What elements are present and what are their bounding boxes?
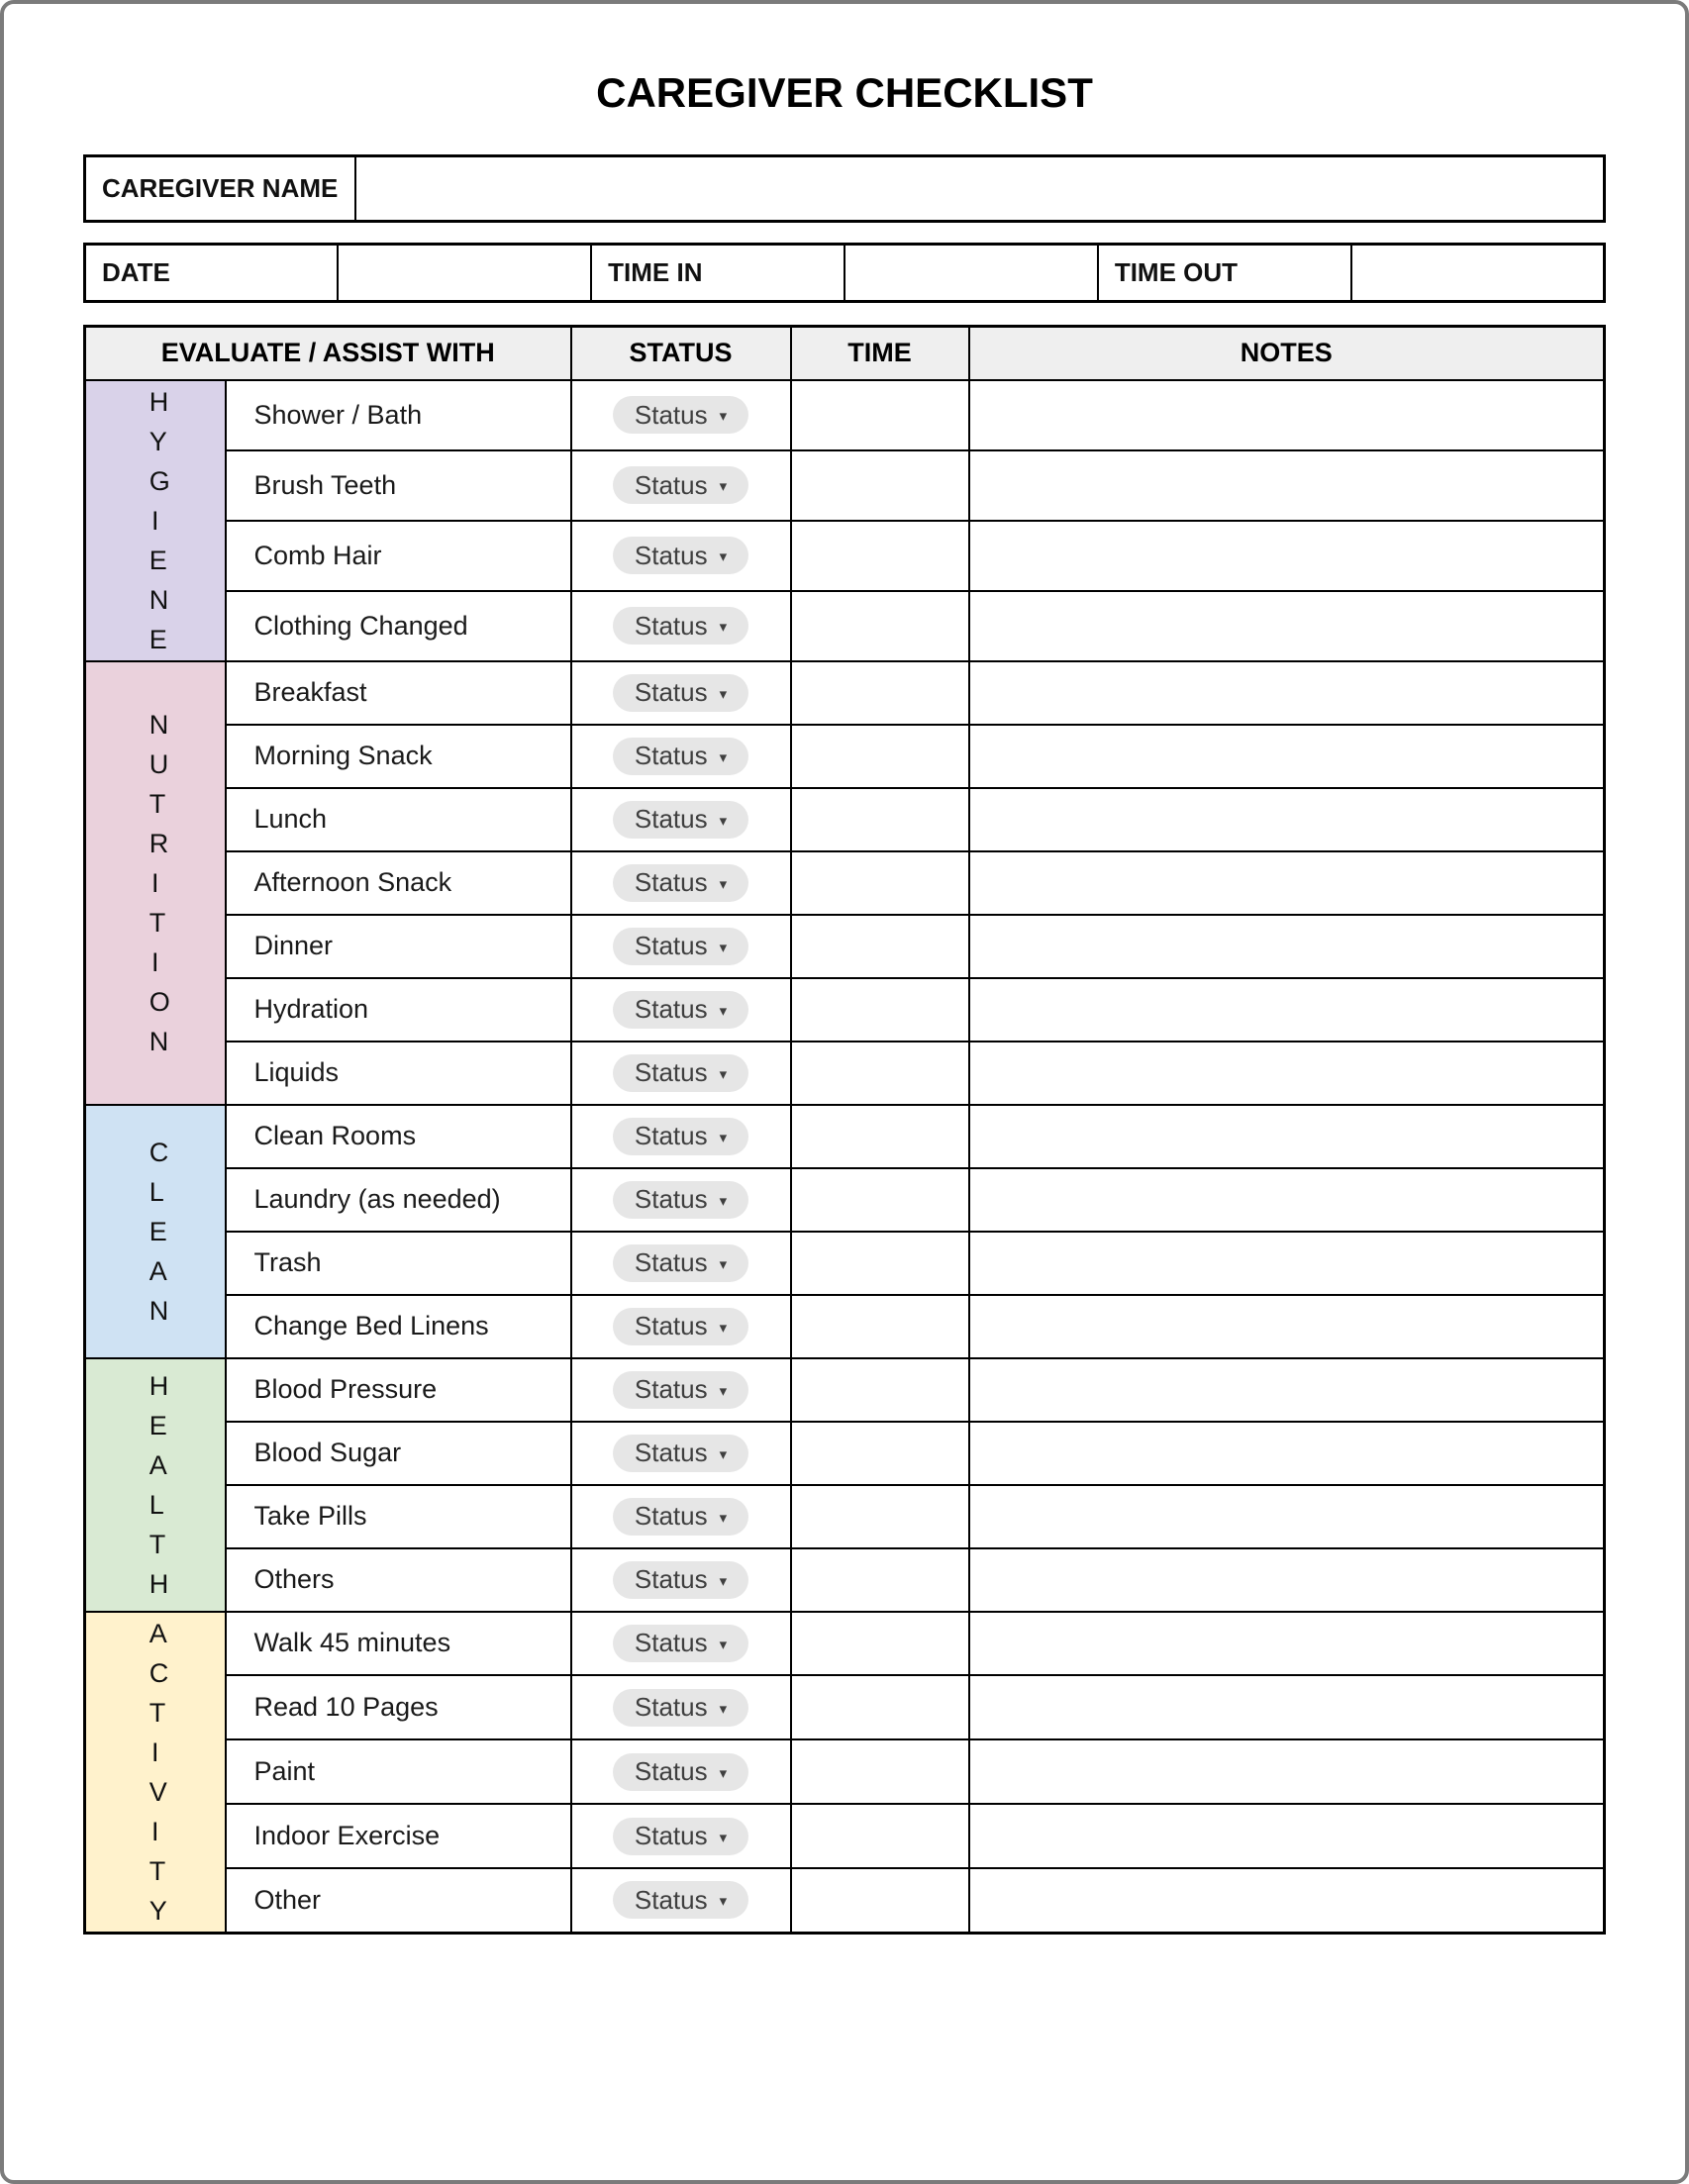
table-row: [85, 915, 1605, 978]
status-cell: [571, 1612, 791, 1676]
time-cell[interactable]: [791, 661, 969, 725]
notes-cell[interactable]: [969, 1422, 1605, 1485]
time-cell[interactable]: [791, 380, 969, 450]
status-dropdown[interactable]: [613, 1498, 748, 1536]
session-info-row: [85, 245, 1605, 302]
status-dropdown[interactable]: [613, 928, 748, 965]
table-row: [85, 380, 1605, 450]
table-row: [85, 1295, 1605, 1358]
chevron-down-icon: ▾: [719, 1255, 728, 1273]
status-dropdown-label: Status: [634, 1564, 708, 1594]
chevron-down-icon: ▾: [719, 875, 728, 893]
status-dropdown[interactable]: [613, 1881, 748, 1919]
table-row: [85, 1675, 1605, 1739]
task-label-cell: Clothing Changed: [226, 591, 571, 661]
time-cell[interactable]: [791, 1295, 969, 1358]
header-notes: NOTES: [969, 327, 1605, 380]
table-row: [85, 521, 1605, 591]
caregiver-name-row: [85, 156, 1605, 222]
status-dropdown[interactable]: [613, 466, 748, 504]
table-row: [85, 1042, 1605, 1105]
session-info-table: [83, 243, 1606, 303]
table-row: [85, 1548, 1605, 1612]
time-cell[interactable]: [791, 978, 969, 1042]
status-dropdown[interactable]: [613, 537, 748, 574]
chevron-down-icon: ▾: [719, 619, 728, 636]
page-title: CAREGIVER CHECKLIST: [596, 69, 1093, 116]
task-label-cell: Morning Snack: [226, 725, 571, 788]
table-row: [85, 1105, 1605, 1168]
status-cell: [571, 591, 791, 661]
notes-cell[interactable]: [969, 521, 1605, 591]
notes-cell[interactable]: [969, 1295, 1605, 1358]
caregiver-name-input[interactable]: [355, 156, 1605, 222]
category-cell-nutrition: [85, 661, 226, 1105]
time-cell[interactable]: [791, 591, 969, 661]
task-label-cell: Clean Rooms: [226, 1105, 571, 1168]
category-cell-activity: [85, 1612, 226, 1934]
chevron-down-icon: ▾: [719, 1445, 728, 1463]
time-cell[interactable]: [791, 1739, 969, 1804]
status-cell: [571, 1868, 791, 1933]
table-row: [85, 1232, 1605, 1295]
time-out-label: TIME OUT: [1098, 245, 1351, 302]
status-dropdown-label: Status: [634, 1756, 708, 1787]
chevron-down-icon: ▾: [719, 1829, 728, 1846]
category-label: ACTIVITY: [149, 1618, 169, 1926]
table-row: [85, 788, 1605, 851]
caregiver-name-table: [83, 154, 1606, 223]
table-row: [85, 1612, 1605, 1676]
time-cell[interactable]: [791, 521, 969, 591]
status-dropdown-label: Status: [634, 677, 708, 707]
task-label-cell: Change Bed Linens: [226, 1295, 571, 1358]
time-cell[interactable]: [791, 450, 969, 521]
time-cell[interactable]: [791, 1422, 969, 1485]
time-cell[interactable]: [791, 1168, 969, 1232]
status-dropdown[interactable]: [613, 1625, 748, 1662]
checklist-header-row: [85, 327, 1605, 380]
time-cell[interactable]: [791, 1232, 969, 1295]
table-row: [85, 450, 1605, 521]
status-dropdown[interactable]: [613, 1308, 748, 1345]
task-label-cell: Indoor Exercise: [226, 1804, 571, 1868]
table-row: [85, 1358, 1605, 1422]
task-label-cell: Paint: [226, 1739, 571, 1804]
status-cell: [571, 1675, 791, 1739]
category-cell-health: [85, 1358, 226, 1612]
checklist-body: [85, 380, 1605, 1934]
status-dropdown[interactable]: [613, 607, 748, 645]
table-row: [85, 661, 1605, 725]
table-row: [85, 978, 1605, 1042]
chevron-down-icon: ▾: [719, 1509, 728, 1527]
task-label-cell: Liquids: [226, 1042, 571, 1105]
table-row: [85, 725, 1605, 788]
task-label-cell: Blood Sugar: [226, 1422, 571, 1485]
status-cell: [571, 1168, 791, 1232]
header-status: STATUS: [571, 327, 791, 380]
time-cell[interactable]: [791, 1042, 969, 1105]
status-dropdown-label: Status: [634, 610, 708, 641]
status-dropdown[interactable]: [613, 1054, 748, 1092]
table-row: [85, 1485, 1605, 1548]
task-label-cell: Dinner: [226, 915, 571, 978]
notes-cell[interactable]: [969, 978, 1605, 1042]
chevron-down-icon: ▾: [719, 1636, 728, 1653]
status-dropdown-label: Status: [634, 867, 708, 897]
notes-cell[interactable]: [969, 1612, 1605, 1676]
notes-cell[interactable]: [969, 661, 1605, 725]
status-cell: [571, 1105, 791, 1168]
category-label: HEALTH: [149, 1370, 169, 1599]
status-dropdown[interactable]: [613, 1753, 748, 1791]
time-cell[interactable]: [791, 788, 969, 851]
status-dropdown[interactable]: [613, 1244, 748, 1282]
status-cell: [571, 1358, 791, 1422]
chevron-down-icon: ▾: [719, 939, 728, 956]
chevron-down-icon: ▾: [719, 1893, 728, 1911]
chevron-down-icon: ▾: [719, 1129, 728, 1146]
status-dropdown-label: Status: [634, 469, 708, 500]
status-dropdown-label: Status: [634, 931, 708, 960]
status-dropdown[interactable]: [613, 738, 748, 775]
document-content: [4, 69, 1685, 1935]
task-label-cell: Take Pills: [226, 1485, 571, 1548]
status-cell: [571, 1042, 791, 1105]
task-label-cell: Brush Teeth: [226, 450, 571, 521]
category-label: CLEAN: [149, 1137, 169, 1326]
chevron-down-icon: ▾: [719, 812, 728, 830]
status-dropdown[interactable]: [613, 864, 748, 902]
date-label: DATE: [85, 245, 339, 302]
status-dropdown[interactable]: [613, 801, 748, 839]
task-label-cell: Laundry (as needed): [226, 1168, 571, 1232]
status-cell: [571, 915, 791, 978]
chevron-down-icon: ▾: [719, 748, 728, 766]
notes-cell[interactable]: [969, 591, 1605, 661]
status-cell: [571, 661, 791, 725]
time-out-input[interactable]: [1351, 245, 1605, 302]
category-cell-clean: [85, 1105, 226, 1358]
chevron-down-icon: ▾: [719, 548, 728, 565]
chevron-down-icon: ▾: [719, 1002, 728, 1020]
status-cell: [571, 1422, 791, 1485]
status-dropdown[interactable]: [613, 1561, 748, 1599]
task-label-cell: Others: [226, 1548, 571, 1612]
status-cell: [571, 851, 791, 915]
status-cell: [571, 380, 791, 450]
status-dropdown[interactable]: [613, 1118, 748, 1155]
time-cell[interactable]: [791, 1548, 969, 1612]
status-dropdown-label: Status: [634, 1184, 708, 1214]
status-dropdown[interactable]: [613, 1435, 748, 1472]
time-cell[interactable]: [791, 1804, 969, 1868]
status-dropdown[interactable]: [613, 1371, 748, 1409]
status-dropdown-label: Status: [634, 399, 708, 430]
notes-cell[interactable]: [969, 1168, 1605, 1232]
status-cell: [571, 978, 791, 1042]
table-row: [85, 1804, 1605, 1868]
status-dropdown-label: Status: [634, 1821, 708, 1851]
time-in-input[interactable]: [844, 245, 1098, 302]
table-row: [85, 591, 1605, 661]
time-cell[interactable]: [791, 1485, 969, 1548]
status-dropdown[interactable]: [613, 1181, 748, 1219]
chevron-down-icon: ▾: [719, 1382, 728, 1400]
status-cell: [571, 788, 791, 851]
task-label-cell: Trash: [226, 1232, 571, 1295]
table-row: [85, 1422, 1605, 1485]
status-dropdown-label: Status: [634, 1501, 708, 1531]
notes-cell[interactable]: [969, 915, 1605, 978]
task-label-cell: Other: [226, 1868, 571, 1933]
notes-cell[interactable]: [969, 1042, 1605, 1105]
chevron-down-icon: ▾: [719, 478, 728, 495]
status-dropdown-label: Status: [634, 1057, 708, 1087]
task-label-cell: Afternoon Snack: [226, 851, 571, 915]
status-cell: [571, 1485, 791, 1548]
notes-cell[interactable]: [969, 1485, 1605, 1548]
table-row: [85, 1168, 1605, 1232]
task-label-cell: Walk 45 minutes: [226, 1612, 571, 1676]
status-dropdown[interactable]: [613, 674, 748, 712]
status-dropdown-label: Status: [634, 804, 708, 834]
notes-cell[interactable]: [969, 380, 1605, 450]
header-time: TIME: [791, 327, 969, 380]
status-dropdown-label: Status: [634, 1121, 708, 1150]
status-cell: [571, 1804, 791, 1868]
notes-cell[interactable]: [969, 725, 1605, 788]
chevron-down-icon: ▾: [719, 1572, 728, 1590]
status-dropdown-label: Status: [634, 741, 708, 770]
notes-cell[interactable]: [969, 1232, 1605, 1295]
notes-cell[interactable]: [969, 450, 1605, 521]
task-label-cell: Breakfast: [226, 661, 571, 725]
table-row: [85, 851, 1605, 915]
task-label-cell: Read 10 Pages: [226, 1675, 571, 1739]
notes-cell[interactable]: [969, 1804, 1605, 1868]
category-label: NUTRITION: [149, 709, 170, 1056]
chevron-down-icon: ▾: [719, 1065, 728, 1083]
status-dropdown-label: Status: [634, 1884, 708, 1915]
table-row: [85, 1868, 1605, 1933]
chevron-down-icon: ▾: [719, 1700, 728, 1718]
chevron-down-icon: ▾: [719, 408, 728, 425]
status-cell: [571, 1295, 791, 1358]
status-dropdown-label: Status: [634, 1438, 708, 1467]
caregiver-name-label: CAREGIVER NAME: [85, 156, 355, 222]
status-cell: [571, 450, 791, 521]
status-dropdown-label: Status: [634, 1311, 708, 1340]
status-dropdown-label: Status: [634, 1692, 708, 1723]
notes-cell[interactable]: [969, 1548, 1605, 1612]
status-cell: [571, 1232, 791, 1295]
chevron-down-icon: ▾: [719, 1192, 728, 1210]
chevron-down-icon: ▾: [719, 685, 728, 703]
notes-cell[interactable]: [969, 1105, 1605, 1168]
time-cell[interactable]: [791, 915, 969, 978]
time-cell[interactable]: [791, 1612, 969, 1676]
status-cell: [571, 1548, 791, 1612]
task-label-cell: Hydration: [226, 978, 571, 1042]
notes-cell[interactable]: [969, 1739, 1605, 1804]
date-input[interactable]: [338, 245, 591, 302]
time-cell[interactable]: [791, 1105, 969, 1168]
notes-cell[interactable]: [969, 1675, 1605, 1739]
status-dropdown-label: Status: [634, 1628, 708, 1658]
chevron-down-icon: ▾: [719, 1319, 728, 1337]
task-label-cell: Shower / Bath: [226, 380, 571, 450]
header-evaluate-assist: EVALUATE / ASSIST WITH: [85, 327, 571, 380]
status-dropdown-label: Status: [634, 1247, 708, 1277]
status-cell: [571, 521, 791, 591]
chevron-down-icon: ▾: [719, 1764, 728, 1782]
status-dropdown-label: Status: [634, 1374, 708, 1404]
category-cell-hygiene: [85, 380, 226, 661]
task-label-cell: Comb Hair: [226, 521, 571, 591]
status-dropdown-label: Status: [634, 994, 708, 1024]
time-in-label: TIME IN: [591, 245, 844, 302]
notes-cell[interactable]: [969, 851, 1605, 915]
status-cell: [571, 1739, 791, 1804]
task-label-cell: Blood Pressure: [226, 1358, 571, 1422]
time-cell[interactable]: [791, 1675, 969, 1739]
status-dropdown[interactable]: [613, 1689, 748, 1727]
status-dropdown[interactable]: [613, 991, 748, 1029]
checklist-table: [83, 325, 1606, 1935]
notes-cell[interactable]: [969, 1868, 1605, 1933]
notes-cell[interactable]: [969, 1358, 1605, 1422]
time-cell[interactable]: [791, 725, 969, 788]
category-label: HYGIENE: [149, 386, 170, 654]
status-dropdown[interactable]: [613, 396, 748, 434]
notes-cell[interactable]: [969, 788, 1605, 851]
task-label-cell: Lunch: [226, 788, 571, 851]
status-cell: [571, 725, 791, 788]
status-dropdown-label: Status: [634, 540, 708, 570]
table-row: [85, 1739, 1605, 1804]
time-cell[interactable]: [791, 1358, 969, 1422]
time-cell[interactable]: [791, 851, 969, 915]
time-cell[interactable]: [791, 1868, 969, 1933]
status-dropdown[interactable]: [613, 1818, 748, 1855]
